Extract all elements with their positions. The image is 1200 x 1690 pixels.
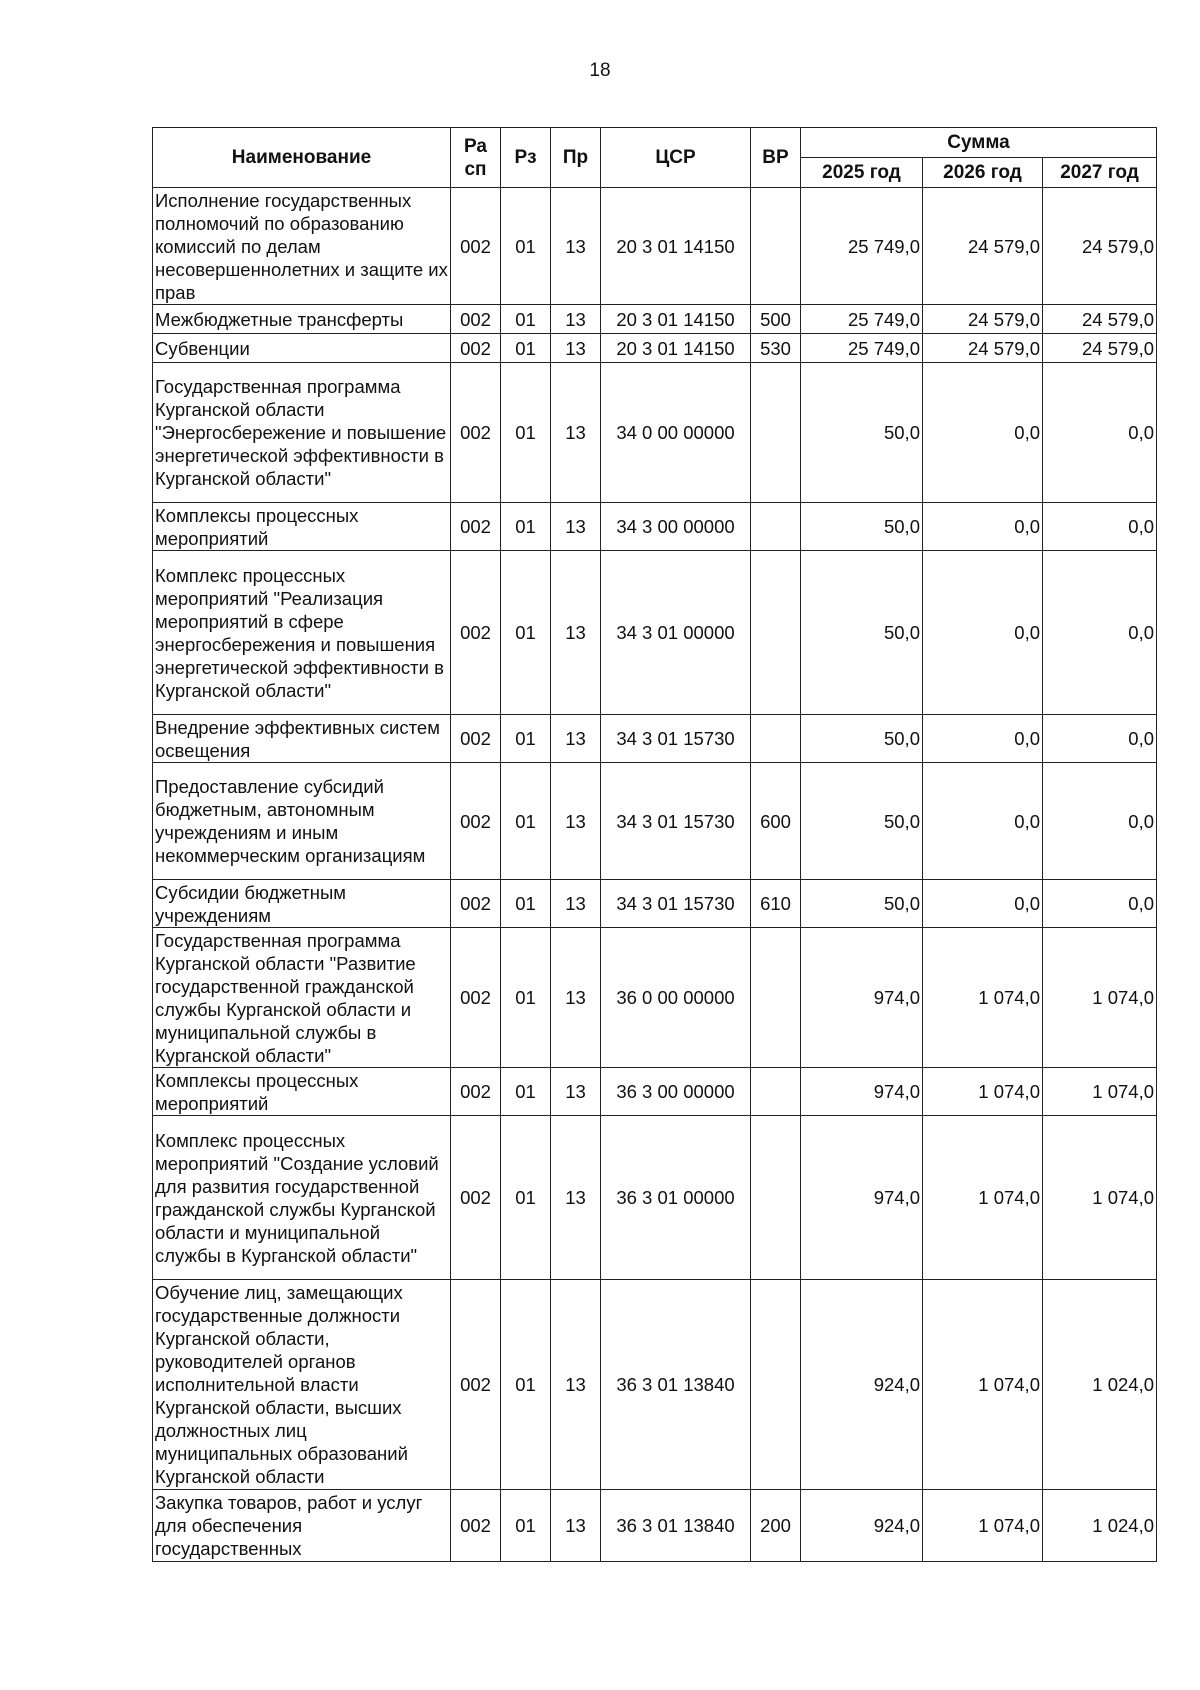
header-vr: ВР xyxy=(751,128,801,188)
table-row xyxy=(153,1068,1157,1116)
cell-pr: 13 xyxy=(551,551,601,715)
cell-name: Внедрение эффективных систем освещения xyxy=(153,715,451,763)
header-name: Наименование xyxy=(153,128,451,188)
cell-pr: 13 xyxy=(551,503,601,551)
cell-2026: 1 074,0 xyxy=(923,1280,1043,1490)
cell-2026: 0,0 xyxy=(923,503,1043,551)
cell-name: Комплекс процессных мероприятий "Реализация мероприятий в сфере энергосбережения и повышения энергетической эффективности в Курганской области" xyxy=(153,551,451,715)
cell-pr: 13 xyxy=(551,1116,601,1280)
cell-rasp: 002 xyxy=(451,715,501,763)
cell-2026: 0,0 xyxy=(923,880,1043,928)
cell-name: Комплекс процессных мероприятий "Создание условий для развития государственной гражданской службы Курганской области и муниципальной службы в Курганской области" xyxy=(153,1116,451,1280)
cell-rasp: 002 xyxy=(451,1116,501,1280)
cell-2025: 50,0 xyxy=(801,363,923,503)
cell-name: Субвенции xyxy=(153,334,451,363)
cell-csr: 34 3 01 15730 xyxy=(601,715,751,763)
cell-csr: 34 3 01 15730 xyxy=(601,763,751,880)
cell-rz: 01 xyxy=(501,334,551,363)
cell-2026: 24 579,0 xyxy=(923,188,1043,305)
cell-2026: 1 074,0 xyxy=(923,928,1043,1068)
cell-2026: 0,0 xyxy=(923,715,1043,763)
cell-pr: 13 xyxy=(551,334,601,363)
cell-name: Государственная программа Курганской области "Энергосбережение и повышение энергетической эффективности в Курганской области" xyxy=(153,363,451,503)
cell-2025: 974,0 xyxy=(801,928,923,1068)
cell-name: Предоставление субсидий бюджетным, автономным учреждениям и иным некоммерческим организациям xyxy=(153,763,451,880)
page-number: 18 xyxy=(589,60,611,81)
cell-vr xyxy=(751,1280,801,1490)
cell-2026: 0,0 xyxy=(923,551,1043,715)
cell-csr: 36 3 01 13840 xyxy=(601,1280,751,1490)
table-row xyxy=(153,763,1157,880)
cell-vr xyxy=(751,188,801,305)
cell-rasp: 002 xyxy=(451,1280,501,1490)
cell-2025: 25 749,0 xyxy=(801,188,923,305)
cell-2025: 50,0 xyxy=(801,763,923,880)
cell-rz: 01 xyxy=(501,1068,551,1116)
cell-csr: 20 3 01 14150 xyxy=(601,305,751,334)
cell-rasp: 002 xyxy=(451,305,501,334)
cell-2026: 24 579,0 xyxy=(923,305,1043,334)
cell-2025: 50,0 xyxy=(801,880,923,928)
cell-2025: 25 749,0 xyxy=(801,305,923,334)
cell-2027: 24 579,0 xyxy=(1043,188,1157,305)
cell-vr xyxy=(751,1116,801,1280)
table-row xyxy=(153,1116,1157,1280)
header-rasp: Ра сп xyxy=(451,128,501,188)
cell-pr: 13 xyxy=(551,715,601,763)
cell-pr: 13 xyxy=(551,363,601,503)
cell-2027: 0,0 xyxy=(1043,715,1157,763)
table-row xyxy=(153,1280,1157,1490)
cell-2025: 924,0 xyxy=(801,1280,923,1490)
header-sum: Сумма xyxy=(801,128,1157,158)
cell-pr: 13 xyxy=(551,763,601,880)
cell-name: Комплексы процессных мероприятий xyxy=(153,1068,451,1116)
cell-2025: 50,0 xyxy=(801,551,923,715)
cell-2027: 1 024,0 xyxy=(1043,1280,1157,1490)
cell-rz: 01 xyxy=(501,305,551,334)
cell-rasp: 002 xyxy=(451,188,501,305)
cell-rz: 01 xyxy=(501,763,551,880)
cell-2027: 1 024,0 xyxy=(1043,1490,1157,1562)
cell-vr xyxy=(751,503,801,551)
cell-vr xyxy=(751,715,801,763)
cell-rz: 01 xyxy=(501,715,551,763)
cell-csr: 34 3 01 00000 xyxy=(601,551,751,715)
cell-2027: 0,0 xyxy=(1043,503,1157,551)
table-row xyxy=(153,363,1157,503)
cell-rz: 01 xyxy=(501,363,551,503)
budget-table xyxy=(152,127,1157,1562)
cell-rasp: 002 xyxy=(451,1490,501,1562)
cell-csr: 34 0 00 00000 xyxy=(601,363,751,503)
cell-rz: 01 xyxy=(501,503,551,551)
table-header xyxy=(153,128,1157,188)
cell-rz: 01 xyxy=(501,1116,551,1280)
cell-pr: 13 xyxy=(551,188,601,305)
table-row xyxy=(153,503,1157,551)
cell-2025: 50,0 xyxy=(801,503,923,551)
cell-pr: 13 xyxy=(551,928,601,1068)
cell-csr: 20 3 01 14150 xyxy=(601,188,751,305)
cell-vr: 530 xyxy=(751,334,801,363)
header-csr: ЦСР xyxy=(601,128,751,188)
cell-rasp: 002 xyxy=(451,503,501,551)
cell-name: Комплексы процессных мероприятий xyxy=(153,503,451,551)
cell-2026: 1 074,0 xyxy=(923,1068,1043,1116)
cell-pr: 13 xyxy=(551,880,601,928)
cell-vr xyxy=(751,928,801,1068)
table-row xyxy=(153,880,1157,928)
header-year-2026: 2026 год xyxy=(923,158,1043,188)
cell-rasp: 002 xyxy=(451,763,501,880)
cell-2027: 0,0 xyxy=(1043,763,1157,880)
cell-2026: 0,0 xyxy=(923,763,1043,880)
cell-rz: 01 xyxy=(501,1280,551,1490)
cell-2026: 24 579,0 xyxy=(923,334,1043,363)
cell-pr: 13 xyxy=(551,305,601,334)
cell-2025: 924,0 xyxy=(801,1490,923,1562)
cell-rz: 01 xyxy=(501,1490,551,1562)
cell-2027: 0,0 xyxy=(1043,363,1157,503)
cell-2027: 24 579,0 xyxy=(1043,305,1157,334)
cell-rz: 01 xyxy=(501,188,551,305)
cell-vr: 200 xyxy=(751,1490,801,1562)
cell-name: Исполнение государственных полномочий по образованию комиссий по делам несовершеннолетних и защите их прав xyxy=(153,188,451,305)
cell-2027: 1 074,0 xyxy=(1043,1068,1157,1116)
cell-vr xyxy=(751,551,801,715)
cell-2027: 0,0 xyxy=(1043,880,1157,928)
cell-pr: 13 xyxy=(551,1490,601,1562)
cell-rasp: 002 xyxy=(451,334,501,363)
cell-rz: 01 xyxy=(501,551,551,715)
header-rz: Рз xyxy=(501,128,551,188)
cell-2026: 0,0 xyxy=(923,363,1043,503)
cell-name: Межбюджетные трансферты xyxy=(153,305,451,334)
cell-vr xyxy=(751,363,801,503)
table-row xyxy=(153,188,1157,305)
header-pr: Пр xyxy=(551,128,601,188)
cell-csr: 36 3 01 00000 xyxy=(601,1116,751,1280)
table-row xyxy=(153,928,1157,1068)
cell-name: Субсидии бюджетным учреждениям xyxy=(153,880,451,928)
cell-rasp: 002 xyxy=(451,880,501,928)
table-row xyxy=(153,305,1157,334)
cell-2027: 1 074,0 xyxy=(1043,928,1157,1068)
cell-csr: 34 3 01 15730 xyxy=(601,880,751,928)
cell-csr: 34 3 00 00000 xyxy=(601,503,751,551)
cell-name: Государственная программа Курганской области "Развитие государственной гражданской службы Курганской области и муниципальной службы в Курганской области" xyxy=(153,928,451,1068)
cell-pr: 13 xyxy=(551,1068,601,1116)
table-body xyxy=(153,188,1157,1562)
cell-2025: 974,0 xyxy=(801,1068,923,1116)
table-row xyxy=(153,715,1157,763)
cell-pr: 13 xyxy=(551,1280,601,1490)
cell-2025: 974,0 xyxy=(801,1116,923,1280)
cell-rasp: 002 xyxy=(451,1068,501,1116)
cell-2026: 1 074,0 xyxy=(923,1116,1043,1280)
header-year-2027: 2027 год xyxy=(1043,158,1157,188)
cell-rz: 01 xyxy=(501,880,551,928)
cell-2027: 24 579,0 xyxy=(1043,334,1157,363)
cell-csr: 36 3 01 13840 xyxy=(601,1490,751,1562)
table-row xyxy=(153,551,1157,715)
cell-csr: 20 3 01 14150 xyxy=(601,334,751,363)
cell-2027: 1 074,0 xyxy=(1043,1116,1157,1280)
cell-vr xyxy=(751,1068,801,1116)
cell-vr: 610 xyxy=(751,880,801,928)
cell-name: Закупка товаров, работ и услуг для обеспечения государственных xyxy=(153,1490,451,1562)
cell-name: Обучение лиц, замещающих государственные должности Курганской области, руководителей органов исполнительной власти Курганской области, высших должностных лиц муниципальных образований Курганской области xyxy=(153,1280,451,1490)
table-row xyxy=(153,1490,1157,1562)
cell-csr: 36 3 00 00000 xyxy=(601,1068,751,1116)
cell-csr: 36 0 00 00000 xyxy=(601,928,751,1068)
cell-vr: 600 xyxy=(751,763,801,880)
cell-2027: 0,0 xyxy=(1043,551,1157,715)
header-year-2025: 2025 год xyxy=(801,158,923,188)
cell-2025: 50,0 xyxy=(801,715,923,763)
cell-rasp: 002 xyxy=(451,551,501,715)
cell-2025: 25 749,0 xyxy=(801,334,923,363)
cell-rasp: 002 xyxy=(451,928,501,1068)
cell-rz: 01 xyxy=(501,928,551,1068)
cell-2026: 1 074,0 xyxy=(923,1490,1043,1562)
cell-rasp: 002 xyxy=(451,363,501,503)
table-row xyxy=(153,334,1157,363)
cell-vr: 500 xyxy=(751,305,801,334)
